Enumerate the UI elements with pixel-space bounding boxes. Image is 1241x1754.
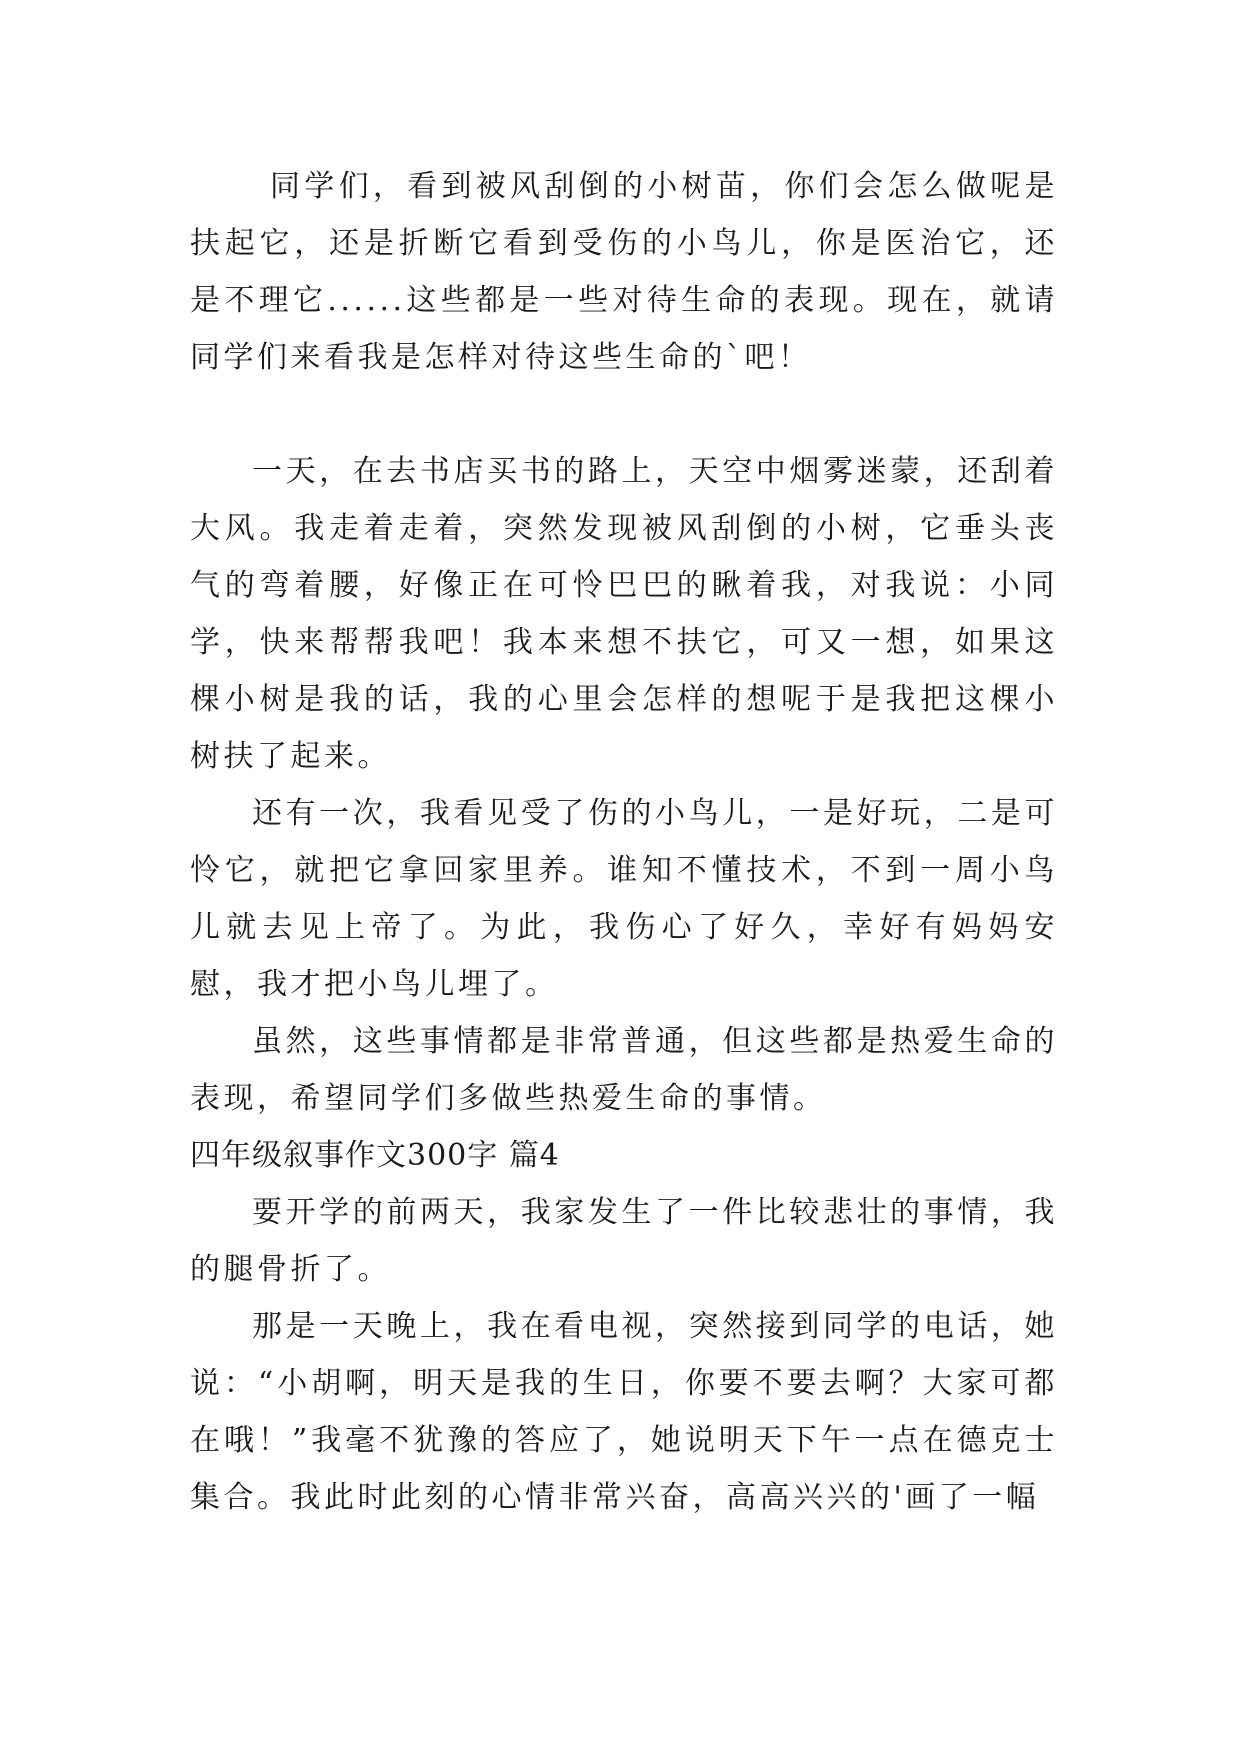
paragraph-broken-leg: 要开学的前两天，我家发生了一件比较悲壮的事情，我的腿骨折了。	[190, 1195, 1058, 1287]
paragraph-tree-story: 一天，在去书店买书的路上，天空中烟雾迷蒙，还刮着大风。我走着走着，突然发现被风刮倒的小树，它垂头丧气的弯着腰，好像正在可怜巴巴的瞅着我，对我说：小同学，快来帮帮我吧！我本来想不扶它，可又一想，如果这棵小树是我的话，我的心里会怎样的想呢于是我把这棵小树扶了起来。	[190, 454, 1058, 774]
paragraph-bird-story: 还有一次，我看见受了伤的小鸟儿，一是好玩，二是可怜它，就把它拿回家里养。谁知不懂技术，不到一周小鸟儿就去见上帝了。为此，我伤心了好久，幸好有妈妈安慰，我才把小鸟儿埋了。	[190, 796, 1058, 1002]
paragraph-birthday-call: 那是一天晚上，我在看电视，突然接到同学的电话，她说：“小胡啊，明天是我的生日，你要不要去啊？大家可都在哦！”我毫不犹豫的答应了，她说明天下午一点在德克士集合。我此时此刻的心情非常兴奋，高高兴兴的'画了一幅	[190, 1309, 1058, 1515]
paragraph-intro: 同学们，看到被风刮倒的小树苗，你们会怎么做呢是扶起它，还是折断它看到受伤的小鸟儿，你是医治它，还是不理它......这些都是一些对待生命的表现。现在，就请同学们来看我是怎样对待这些生命的`吧！	[190, 169, 1058, 375]
document-body	[190, 158, 1058, 1526]
paragraph-conclusion: 虽然，这些事情都是非常普通，但这些都是热爱生命的表现，希望同学们多做些热爱生命的事情。	[190, 1024, 1058, 1116]
section-heading: 四年级叙事作文300字 篇4	[190, 1138, 560, 1173]
